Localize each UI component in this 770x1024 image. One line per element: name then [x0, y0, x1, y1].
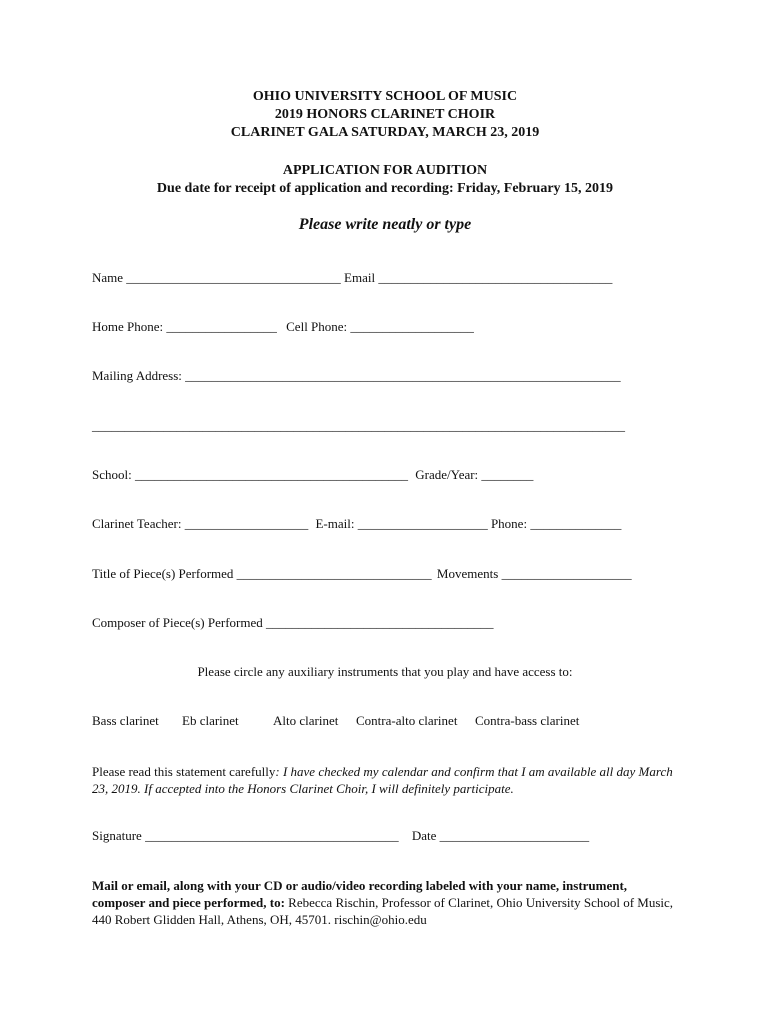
date-field[interactable]: _______________________ [439, 828, 590, 843]
signature-field[interactable]: _______________________________________ [145, 828, 399, 843]
phone-row [92, 319, 474, 335]
instrument-eb-clarinet[interactable]: Eb clarinet [182, 713, 239, 728]
signature-row [92, 828, 589, 844]
name-email-row [92, 270, 612, 286]
mailing-instructions-rest: Rebecca Rischin, Professor of Clarinet, Ohio University School of Music, 440 Robert Glidden Hall, Athens, OH, 45701. rischin@ohio.edu [92, 895, 674, 927]
date-label: Date [411, 828, 437, 843]
header-school: OHIO UNIVERSITY SCHOOL OF MUSIC [252, 89, 518, 104]
movements-field[interactable]: ____________________ [501, 566, 632, 581]
mailing-address-row-2 [92, 418, 625, 434]
teacher-label: Clarinet Teacher: [92, 516, 182, 531]
teacher-row [92, 516, 621, 532]
header-application: APPLICATION FOR AUDITION [282, 163, 488, 178]
header-gala: CLARINET GALA SATURDAY, MARCH 23, 2019 [230, 125, 540, 140]
home-phone-label: Home Phone: [92, 319, 164, 334]
write-neatly-note: Please write neatly or type [298, 216, 472, 233]
teacher-phone-label: Phone: [490, 516, 528, 531]
teacher-email-field[interactable]: ____________________ [357, 516, 488, 531]
statement-lead: Please read this statement carefully [92, 764, 276, 779]
name-label: Name [92, 270, 124, 285]
mailing-instructions-bold: Mail or email, along with your CD or audio/video recording labeled with your name, instrument, composer and piece performed, to: [92, 878, 628, 910]
teacher-field[interactable]: ___________________ [184, 516, 309, 531]
movements-label: Movements [436, 566, 499, 581]
instrument-contra-bass-clarinet[interactable]: Contra-bass clarinet [475, 713, 580, 728]
grade-label: Grade/Year: [415, 467, 479, 482]
mailing-address-label: Mailing Address: [92, 368, 182, 383]
instruments-prompt: Please circle any auxiliary instruments that you play and have access to: [197, 664, 573, 679]
composer-row [92, 615, 494, 631]
grade-field[interactable]: ________ [481, 467, 534, 482]
email-field[interactable]: ____________________________________ [378, 270, 613, 285]
piece-label: Title of Piece(s) Performed [92, 566, 234, 581]
mailing-address-field-2[interactable]: __________________________________________________________________________________ [92, 418, 625, 433]
school-field[interactable]: __________________________________________ [134, 467, 408, 482]
piece-row [92, 566, 632, 582]
home-phone-field[interactable]: _________________ [166, 319, 277, 334]
name-field[interactable]: _________________________________ [126, 270, 341, 285]
teacher-phone-field[interactable]: ______________ [530, 516, 622, 531]
email-label: Email [344, 270, 376, 285]
header-due-date: Due date for receipt of application and recording: Friday, February 15, 2019 [156, 181, 614, 196]
piece-field[interactable]: ______________________________ [236, 566, 432, 581]
instrument-alto-clarinet[interactable]: Alto clarinet [273, 713, 339, 728]
teacher-email-label: E-mail: [315, 516, 355, 531]
signature-label: Signature [92, 828, 142, 843]
composer-label: Composer of Piece(s) Performed [92, 615, 263, 630]
statement-paragraph [92, 763, 682, 797]
school-label: School: [92, 467, 132, 482]
school-row [92, 467, 533, 483]
header-choir: 2019 HONORS CLARINET CHOIR [274, 107, 496, 122]
instrument-contra-alto-clarinet[interactable]: Contra-alto clarinet [356, 713, 458, 728]
mailing-instructions [92, 877, 682, 928]
instrument-bass-clarinet[interactable]: Bass clarinet [92, 713, 159, 728]
mailing-address-row [92, 368, 621, 384]
statement-text: : I have checked my calendar and confirm that I am available all day March 23, 2019. If accepted into the Honors Clarinet Choir, I will definitely participate. [92, 764, 673, 796]
mailing-address-field[interactable]: ___________________________________________________________________ [185, 368, 621, 383]
cell-phone-label: Cell Phone: [286, 319, 348, 334]
composer-field[interactable]: ___________________________________ [266, 615, 494, 630]
cell-phone-field[interactable]: ___________________ [350, 319, 474, 334]
